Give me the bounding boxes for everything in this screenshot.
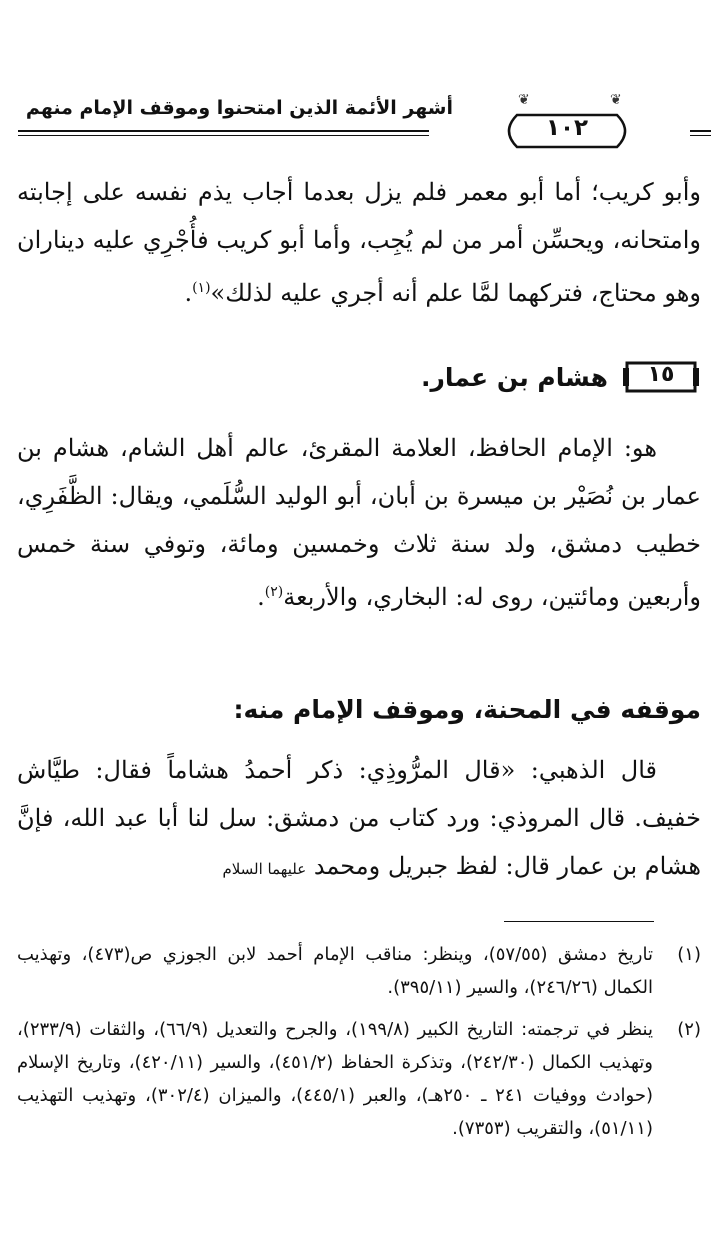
ornament-icon: ❦ [610, 92, 622, 108]
body-paragraph-2 [17, 424, 701, 621]
paragraph-end: . [184, 279, 193, 307]
header-rule [690, 130, 711, 132]
section-heading: موقفه في المحنة، وموقف الإمام منه: [233, 695, 701, 724]
footnote-ref-1[interactable]: (١) [192, 280, 211, 296]
paragraph-text: وأبو كريب؛ أما أبو معمر فلم يزل بعدما أجاب يذم نفسه على إجابته وامتحانه، ويحسِّن أمر من لم يُجِب، وأما أبو كريب فأُجْرِي عليه ديناران وهو محتاج، فتركهما لمَّا علم أنه أجري عليه لذلك» [17, 178, 701, 307]
header-rule [18, 130, 429, 132]
biography-number-box [621, 360, 701, 394]
honorific-glyph: عليهما السلام [222, 860, 307, 878]
ornament-icon: ❦ [518, 92, 530, 108]
paragraph-text: قال الذهبي: «قال المرُّوذِي: ذكر أحمدُ هشاماً فقال: طيَّاش خفيف. قال المروذي: ورد كتاب من دمشق: سل لنا أبا عبد الله، فإنَّ هشام بن عمار قال: لفظ جبريل ومحمد [17, 756, 701, 880]
biography-number: ١٥ [647, 362, 675, 387]
biography-heading [17, 360, 701, 400]
footnote-number: (٢) [677, 1019, 701, 1040]
footnote-number: (١) [677, 944, 701, 965]
footnote-ref-2[interactable]: (٢) [264, 584, 284, 600]
footnote-text: تاريخ دمشق (٥٧/٥٥)، وينظر: مناقب الإمام أحمد لابن الجوزي ص(٤٧٣)، وتهذيب الكمال (٢٤٦/٢٦)، والسير (٣٩٥/١١). [17, 944, 653, 998]
footnote-2 [17, 1013, 701, 1145]
footnote-1 [17, 938, 701, 1004]
header-rule [690, 135, 711, 136]
running-header-title: أشهر الأئمة الذين امتحنوا وموقف الإمام منهم [25, 97, 453, 119]
footnote-text: ينظر في ترجمته: التاريخ الكبير (١٩٩/٨)، والجرح والتعديل (٦٦/٩)، والثقات (٢٣٣/٩)، وتهذيب الكمال (٢٤٢/٣٠)، وتذكرة الحفاظ (٤٥١/٢)، والسير (٤٢٠/١١)، وتاريخ الإسلام (حوادث ووفيات ٢٤١ ـ ٢٥٠هـ)، والعبر (٤٤٥/١)، والميزان (٣٠٢/٤)، وتهذيب التهذيب (٥١/١١)، والتقريب (٧٣٥٣). [17, 1019, 653, 1139]
page-number-badge [497, 112, 637, 150]
header-rule [18, 135, 429, 136]
biography-title: هشام بن عمار. [421, 362, 608, 392]
paragraph-text: هو: الإمام الحافظ، العلامة المقرئ، عالم أهل الشام، هشام بن عمار بن نُصَيْر بن ميسرة بن أبان، أبو الوليد السُّلَمي، ويقال: الظَّفَرِي، خطيب دمشق، ولد سنة ثلاث وخمسين ومائة، وتوفي سنة خمس وأربعين ومائتين، روى له: البخاري، والأربعة [17, 434, 701, 611]
body-paragraph-1 [17, 168, 701, 317]
footnote-separator [504, 921, 654, 922]
paragraph-end: . [257, 583, 265, 611]
body-paragraph-3 [17, 746, 701, 893]
page-number: ١٠٢ [545, 115, 589, 141]
